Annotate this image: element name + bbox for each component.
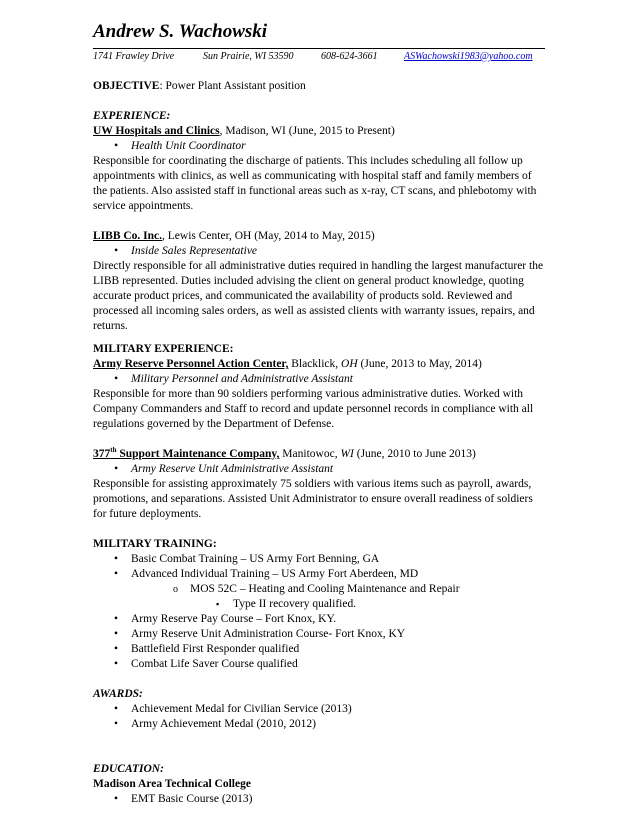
resume-page [93, 20, 545, 807]
job-state: , OH [335, 358, 358, 370]
contact-line [93, 48, 545, 64]
list-item: • Achievement Medal for Civilian Service (2013) [93, 702, 545, 717]
military-training-heading: MILITARY TRAINING: [93, 538, 217, 550]
job-entry [93, 124, 545, 139]
ordinal-suffix: th [110, 446, 117, 455]
job-title: • Health Unit Coordinator [93, 139, 545, 154]
list-item: • Combat Life Saver Course qualified [93, 657, 545, 672]
school-name: Madison Area Technical College [93, 778, 251, 790]
job-dates: (June, 2010 to June 2013) [353, 448, 476, 460]
objective-section [93, 79, 545, 94]
list-item: • Battlefield First Responder qualified [93, 642, 545, 657]
job-description: Directly responsible for all administrative duties required in handling the largest manufacturer the LIBB represented. Duties included advising the client on general product knowledge, quoting accurate product prices, and communicated the availability of products sold. Reviewed and processed all incoming sales orders, as well as assisted clients with warranty issues, repairs, and returns. [93, 260, 544, 332]
employer-name [93, 448, 279, 460]
education-list [93, 792, 545, 807]
city-state-zip: Sun Prairie, WI 53590 [203, 51, 294, 62]
job-title: • Army Reserve Unit Administrative Assistant [93, 462, 545, 477]
job-dates: (June, 2013 to May, 2014) [357, 358, 482, 370]
awards-heading: AWARDS: [93, 688, 143, 700]
military-experience-heading: MILITARY EXPERIENCE: [93, 343, 234, 355]
job-description: Responsible for assisting approximately 75 soldiers with various items such as payroll, awards, promotions, and separations. Assisted Unit Administrator to ensure overall readiness of soldiers for future deployments. [93, 478, 533, 520]
awards-list [93, 702, 545, 732]
job-entry [93, 447, 545, 462]
job-entry [93, 357, 545, 372]
list-item: • Army Achievement Medal (2010, 2012) [93, 717, 545, 732]
email-link[interactable]: ASWachowski1983@yahoo.com [404, 51, 533, 62]
experience-section [93, 109, 545, 334]
job-description: Responsible for more than 90 soldiers performing various administrative duties. Worked with Company Commanders and Staff to record and update personnel records in compliance with all regulations governed by the Department of Defense. [93, 388, 534, 430]
unit-number: 377 [93, 448, 111, 460]
job-title: • Military Personnel and Administrative Assistant [93, 372, 545, 387]
awards-section [93, 687, 545, 732]
job-details: , Madison, WI (June, 2015 to Present) [219, 125, 395, 137]
job-state: , WI [334, 448, 354, 460]
job-description: Responsible for coordinating the discharge of patients. This includes scheduling all follow up appointments with clinics, as well as communicating with hospital staff and family members of the patients. Also assisted staff in functional areas such as x-ray, CT scans, and phlebotomy with service appointments. [93, 155, 537, 212]
job-details: , Lewis Center, OH (May, 2014 to May, 2015) [162, 230, 375, 242]
employer-name: LIBB Co. Inc. [93, 230, 163, 242]
employer-name: UW Hospitals and Clinics [93, 125, 220, 137]
job-entry [93, 229, 545, 244]
list-item: • Advanced Individual Training – US Army Fort Aberdeen, MD [93, 567, 545, 582]
training-list [93, 552, 545, 672]
phone-number: 608-624-3661 [321, 51, 378, 62]
employer-name: Army Reserve Personnel Action Center, [93, 358, 289, 370]
job-location: Blacklick [288, 358, 336, 370]
applicant-name: Andrew S. Wachowski [93, 21, 268, 42]
list-item: • Army Reserve Pay Course – Fort Knox, KY. [93, 612, 545, 627]
list-item: • EMT Basic Course (2013) [93, 792, 545, 807]
address: 1741 Frawley Drive [93, 51, 175, 62]
list-item: o MOS 52C – Heating and Cooling Maintenance and Repair [93, 582, 545, 597]
job-title-list [93, 244, 545, 259]
list-item: ▪ Type II recovery qualified. [93, 597, 545, 612]
job-title-list [93, 462, 545, 477]
list-item: • Basic Combat Training – US Army Fort Benning, GA [93, 552, 545, 567]
education-section [93, 762, 545, 807]
military-experience-section [93, 342, 545, 522]
job-location: Manitowoc [279, 448, 335, 460]
job-title-list [93, 372, 545, 387]
job-title-list [93, 139, 545, 154]
experience-heading: EXPERIENCE: [93, 110, 171, 122]
military-training-section [93, 537, 545, 672]
objective-label: OBJECTIVE [93, 80, 160, 92]
education-heading: EDUCATION: [93, 763, 164, 775]
list-item: • Army Reserve Unit Administration Course- Fort Knox, KY [93, 627, 545, 642]
job-title: • Inside Sales Representative [93, 244, 545, 259]
objective-text: : Power Plant Assistant position [159, 80, 306, 92]
unit-name: Support Maintenance Company, [116, 448, 280, 460]
